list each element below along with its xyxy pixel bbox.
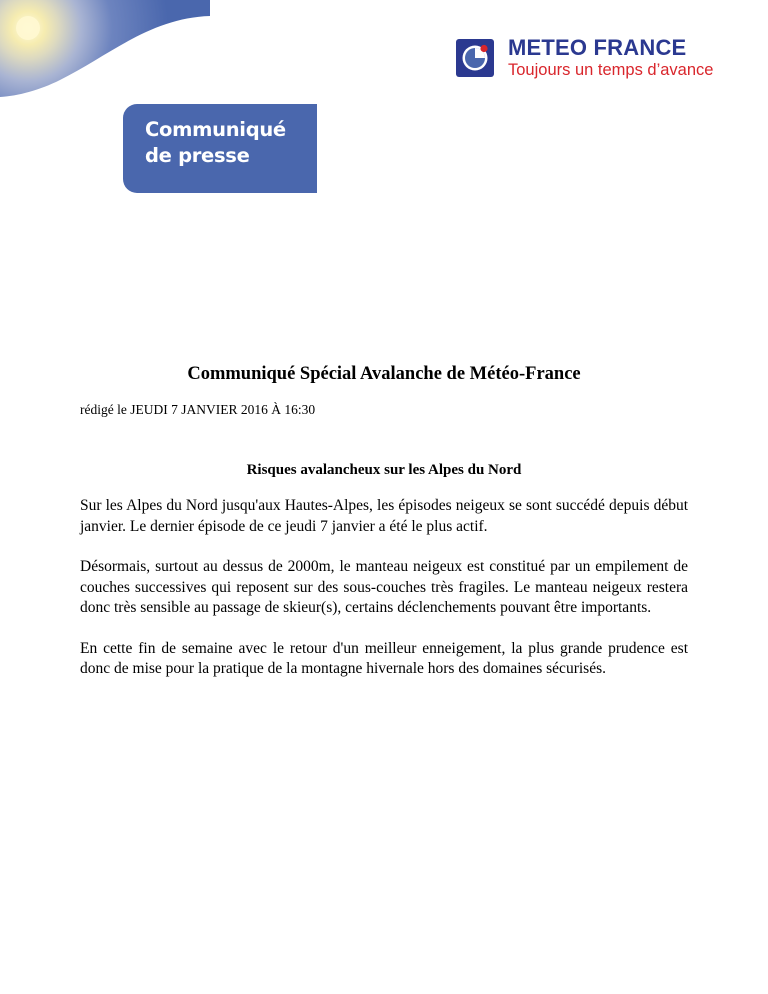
meteo-france-logo bbox=[456, 37, 746, 79]
body-paragraph: Désormais, surtout au dessus de 2000m, le manteau neigeux est constitué par un empilement de couches successives qui reposent sur des sous-couches très fragiles. Le manteau neigeux restera donc très sensible au passage de skieur(s), certains déclenchements pouvant être importants. bbox=[80, 558, 688, 616]
press-badge-line-2: de presse bbox=[145, 144, 250, 167]
document-subtitle: Risques avalancheux sur les Alpes du Nord bbox=[246, 462, 522, 478]
logo-name: METEO FRANCE bbox=[508, 35, 687, 61]
body-paragraph: Sur les Alpes du Nord jusqu'aux Hautes-Alpes, les épisodes neigeux se sont succédé depuis début janvier. Le dernier épisode de ce jeudi 7 janvier a été le plus actif. bbox=[80, 497, 688, 535]
sun-swoosh-graphic bbox=[0, 0, 210, 100]
meteo-france-emblem-icon bbox=[456, 39, 494, 77]
press-badge-line-1: Communiqué bbox=[145, 118, 286, 141]
body-paragraph: En cette fin de semaine avec le retour d'un meilleur enneigement, la plus grande prudence est donc de mise pour la pratique de la montagne hivernale hors des domaines sécurisés. bbox=[80, 639, 688, 677]
document-title: Communiqué Spécial Avalanche de Météo-France bbox=[187, 364, 581, 384]
press-release-badge bbox=[123, 104, 317, 193]
logo-tagline: Toujours un temps d’avance bbox=[508, 61, 714, 80]
document-body bbox=[80, 496, 688, 700]
document-date-line: rédigé le JEUDI 7 JANVIER 2016 À 16:30 bbox=[80, 402, 316, 417]
